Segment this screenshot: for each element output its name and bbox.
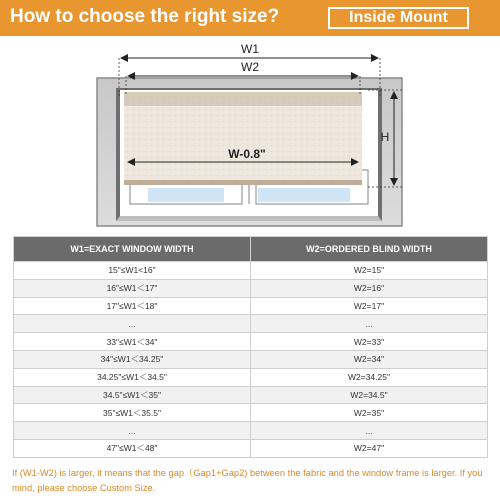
window-width-cell: 34.5"≤W1＜35" [14, 386, 251, 404]
table-row [14, 350, 488, 368]
table-row [14, 262, 488, 280]
blind-width-cell: W2=34" [251, 350, 488, 368]
table-row [14, 279, 488, 297]
window-width-cell: 33"≤W1＜34" [14, 333, 251, 351]
blind-width-cell: ... [251, 315, 488, 333]
table-header-row [14, 237, 488, 262]
table-row [14, 422, 488, 440]
window-width-cell: 47"≤W1＜48" [14, 439, 251, 457]
column-header-window-width: W1=EXACT WINDOW WIDTH [14, 237, 251, 262]
blind-width-cell: W2=34.25" [251, 368, 488, 386]
page-title: How to choose the right size? [10, 6, 280, 27]
height-label: H [380, 130, 390, 144]
header-banner [0, 0, 500, 36]
blind-width-cell: ... [251, 422, 488, 440]
blind-width-cell: W2=34.5" [251, 386, 488, 404]
table-row [14, 386, 488, 404]
blind-width-cell: W2=15" [251, 262, 488, 280]
fabric-width-label: W-0.8" [228, 147, 266, 161]
w2-label: W2 [241, 60, 259, 74]
blind-width-cell: W2=16" [251, 279, 488, 297]
roller-shade [124, 92, 362, 185]
blind-width-cell: W2=35" [251, 404, 488, 422]
window-width-cell: 16"≤W1＜17" [14, 279, 251, 297]
window-width-cell: 15"≤W1<16" [14, 262, 251, 280]
table-row [14, 333, 488, 351]
table-row [14, 297, 488, 315]
blind-width-cell: W2=47" [251, 439, 488, 457]
mount-type-badge: Inside Mount [328, 7, 469, 29]
table-row [14, 404, 488, 422]
column-header-blind-width: W2=ORDERED BLIND WIDTH [251, 237, 488, 262]
window-width-cell: ... [14, 315, 251, 333]
blind-width-cell: W2=17" [251, 297, 488, 315]
window-width-cell: ... [14, 422, 251, 440]
size-footnote: If (W1-W2) is larger, it means that the gap（Gap1+Gap2) between the fabric and the window frame is larger. If you mind, please choose Custom Size. [12, 468, 483, 493]
w1-label: W1 [241, 42, 259, 56]
window-width-cell: 35"≤W1＜35.5" [14, 404, 251, 422]
table-row [14, 439, 488, 457]
table-row [14, 368, 488, 386]
table-row [14, 315, 488, 333]
size-table [13, 236, 488, 458]
window-width-cell: 34.25"≤W1＜34.5" [14, 368, 251, 386]
window-width-cell: 17"≤W1＜18" [14, 297, 251, 315]
measurement-diagram [0, 36, 500, 232]
blind-width-cell: W2=33" [251, 333, 488, 351]
window-width-cell: 34"≤W1＜34.25" [14, 350, 251, 368]
